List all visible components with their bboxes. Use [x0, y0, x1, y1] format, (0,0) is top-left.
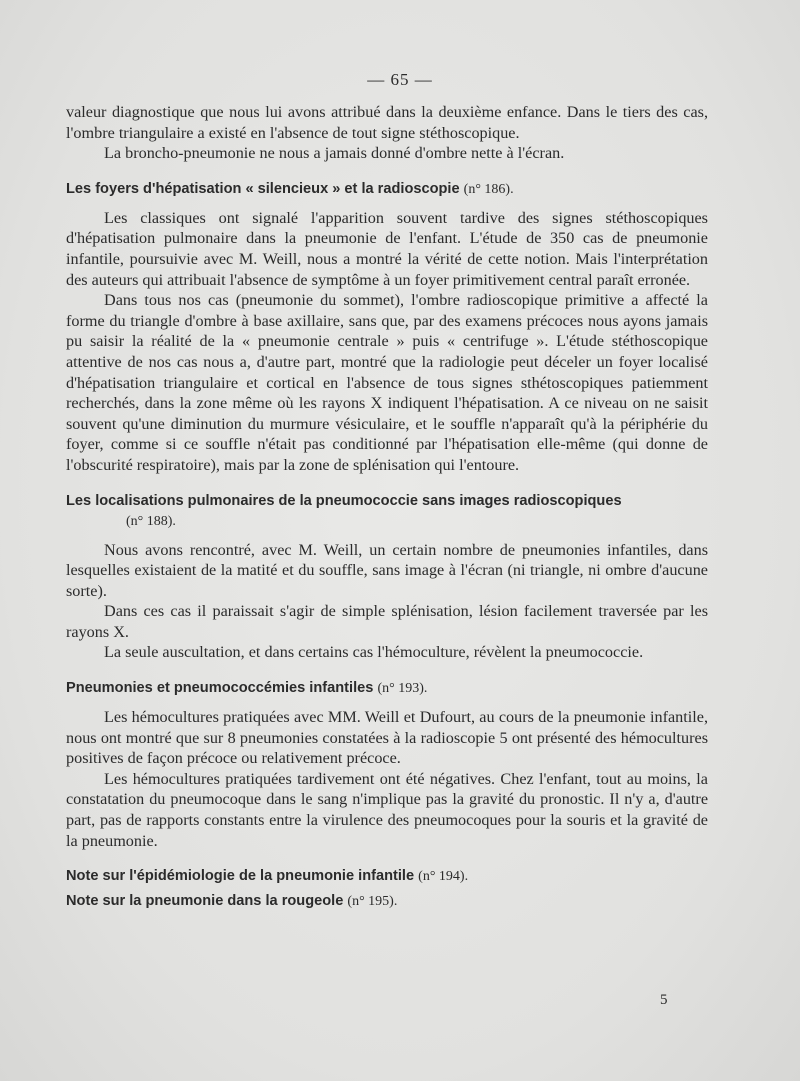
section-heading-measles-note [66, 891, 708, 912]
heading-title: Note sur l'épidémiologie de la pneumonie infantile [66, 868, 415, 885]
section-heading-epidemiology-note [66, 866, 708, 887]
heading-reference: (n° 194). [418, 869, 469, 885]
signature-mark: 5 [660, 992, 668, 1008]
paragraph: La broncho-pneumonie ne nous a jamais donné d'ombre nette à l'écran. [104, 144, 565, 163]
heading-reference: (n° 186). [463, 181, 514, 197]
paragraph: Les hémocultures pratiquées tardivement ont été négatives. Chez l'enfant, tout au moins, la constatation du pneumocoque dans le sang n'implique pas la gravité du pronostic. Il n'y a, d'autre part, pas de rapports constants entre la virulence des pneumocoques pour la souris et la gravité de la pneumonie. [66, 769, 708, 850]
page-number: — 65 — [367, 70, 433, 89]
section-heading-pneumococcemia [66, 678, 708, 699]
heading-title: Pneumonies et pneumococcémies infantiles [66, 680, 374, 697]
paragraph: Les classiques ont signalé l'apparition souvent tardive des signes stéthoscopiques d'hépatisation pulmonaire dans la pneumonie de l'enfant. L'étude de 350 cas de pneumonie infantile, poursuivie avec M. Weill, nous a montré la vérité de cette notion. Mais l'interprétation des auteurs qui attribuait l'absence de symptôme à un foyer primitivement central paraît erronée. [66, 208, 708, 289]
heading-reference: (n° 193). [377, 681, 428, 697]
paragraph: valeur diagnostique que nous lui avons attribué dans la deuxième enfance. Dans le tiers des cas, l'ombre triangulaire a existé en l'absence de tout signe stéthoscopique. [66, 103, 708, 142]
heading-reference: (n° 195). [347, 894, 398, 910]
paragraph: La seule auscultation, et dans certains cas l'hémoculture, révèlent la pneumococcie. [104, 643, 644, 662]
section-heading-pulmonary-localisations [66, 491, 708, 532]
heading-title: Les localisations pulmonaires de la pneumococcie sans images radioscopiques [66, 492, 622, 509]
heading-title: Note sur la pneumonie dans la rougeole [66, 893, 344, 910]
section-heading-silent-hepatization [66, 179, 708, 200]
paragraph: Dans tous nos cas (pneumonie du sommet), l'ombre radioscopique primitive a affecté la forme du triangle d'ombre à base axillaire, sans que, par des examens précoces nous ayons jamais pu saisir la réalité de la « pneumonie centrale » puis « centrifuge ». L'étude stéthoscopique attentive de nos cas nous a, d'autre part, montré que la radiologie peut déceler un foyer localisé d'hépatisation triangulaire et cortical en l'absence de tous signes sthétoscopiques patiemment recherchés, dans la zone même où les rayons X indiquent l'hépatisation. A ce niveau on ne saisit souvent qu'une diminution du murmure vésiculaire, et le souffle n'apparaît qu'à la périphérie du foyer, comme si ce souffle n'était pas conditionné par l'hépatisation elle-même (qui donne de l'obscurité respiratoire), mais par la zone de splénisation qui l'entoure. [66, 291, 708, 474]
paragraph: Dans ces cas il paraissait s'agir de simple splénisation, lésion facilement traversée par les rayons X. [66, 602, 708, 641]
heading-reference: (n° 188). [126, 513, 176, 529]
page-body [66, 102, 708, 912]
paragraph: Nous avons rencontré, avec M. Weill, un certain nombre de pneumonies infantiles, dans lesquelles existaient de la matité et du souffle, sans image à l'écran (ni triangle, ni ombre d'aucune sorte). [66, 540, 708, 600]
paragraph: Les hémocultures pratiquées avec MM. Weill et Dufourt, au cours de la pneumonie infantile, nous ont montré que sur 8 pneumonies constatées à la radioscopie 5 ont présenté des hémocultures positives de façon précoce ou relativement précoce. [66, 708, 708, 768]
heading-title: Les foyers d'hépatisation « silencieux » et la radioscopie [66, 180, 460, 197]
